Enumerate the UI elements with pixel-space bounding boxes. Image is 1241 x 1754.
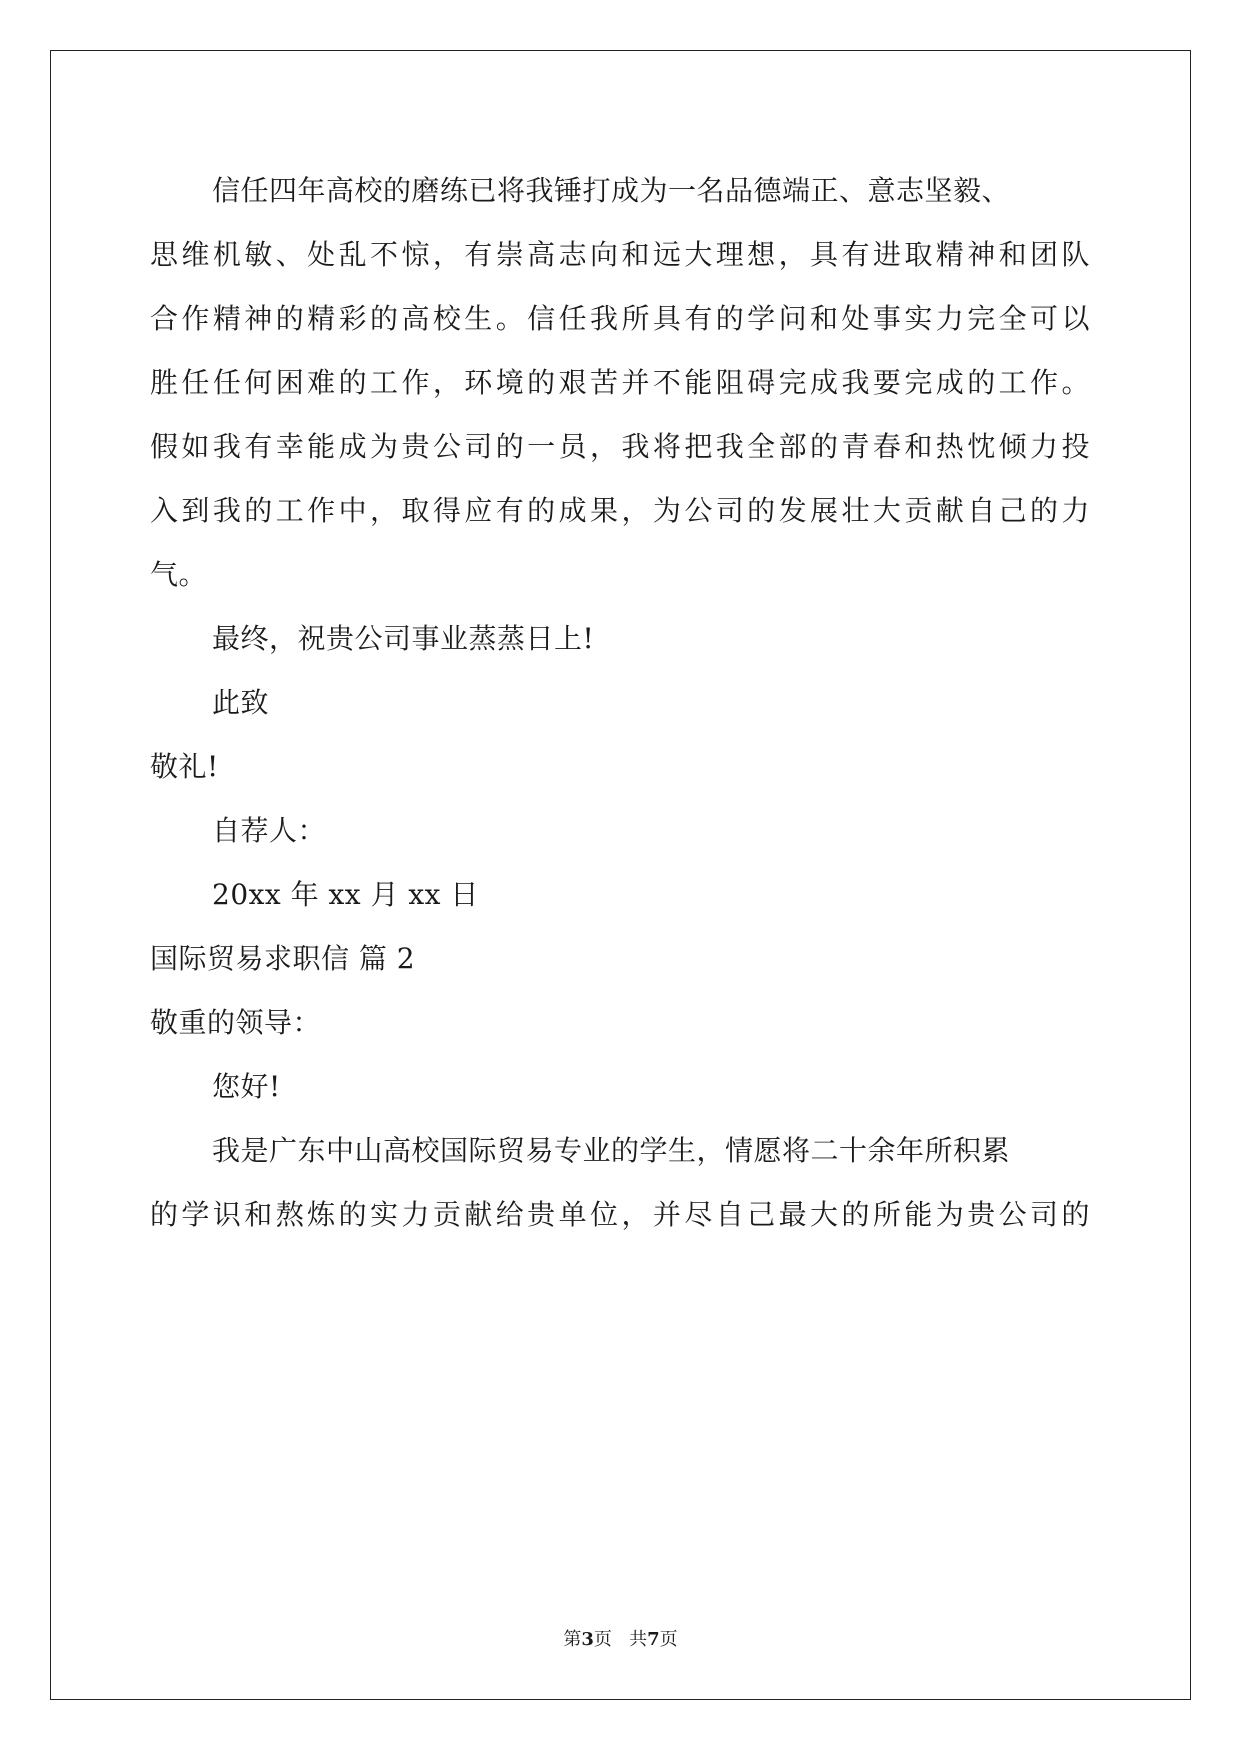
current-page-number: 3 [581,1629,594,1650]
footer-prefix: 第 [563,1629,582,1650]
footer-suffix: 页 [659,1629,678,1650]
paragraph-line: 假如我有幸能成为贵公司的一员，我将把我全部的青春和热忱倾力投 [150,430,1090,463]
signature-label: 自荐人： [212,814,327,847]
paragraph-line: 气。 [150,558,208,591]
salutation-closing: 此致 [212,686,270,719]
paragraph-line: 入到我的工作中，取得应有的成果，为公司的发展壮大贡献自己的力 [150,494,1090,527]
letter-hello: 您好! [212,1070,281,1103]
paragraph-line: 我是广东中山高校国际贸易专业的学生，情愿将二十余年所积累 [212,1134,1011,1167]
paragraph-line: 思维机敏、处乱不惊，有崇高志向和远大理想，具有进取精神和团队 [150,238,1090,271]
total-page-number: 7 [647,1629,660,1650]
page-footer [0,1628,1241,1652]
letter-greeting: 敬重的领导： [150,1006,322,1039]
salutation-regards: 敬礼! [150,750,219,783]
date-line: 20xx 年 xx 月 xx 日 [212,878,479,911]
closing-wish: 最终，祝贵公司事业蒸蒸日上! [212,622,595,655]
section-heading: 国际贸易求职信 篇 2 [150,942,416,975]
paragraph-line: 合作精神的精彩的高校生。信任我所具有的学问和处事实力完全可以 [150,302,1090,335]
footer-mid: 页 共 [593,1629,648,1650]
paragraph-line: 胜任任何困难的工作，环境的艰苦并不能阻碍完成我要完成的工作。 [150,366,1090,399]
paragraph-line: 信任四年高校的磨练已将我锤打成为一名品德端正、意志坚毅、 [212,174,1011,207]
paragraph-line: 的学识和熬炼的实力贡献给贵单位，并尽自己最大的所能为贵公司的 [150,1198,1090,1231]
